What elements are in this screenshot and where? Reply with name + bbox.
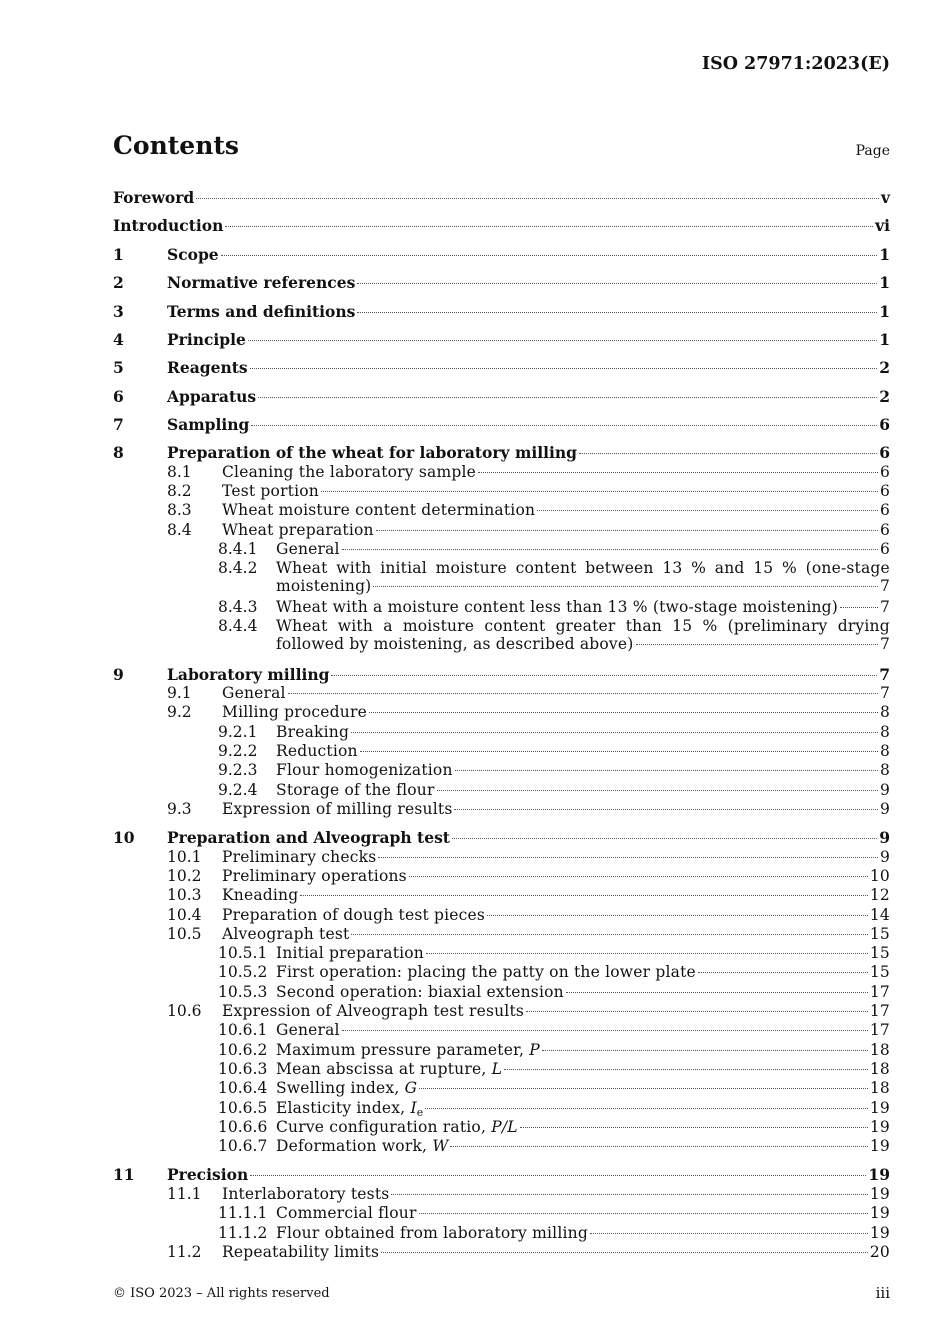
toc-leader-dots	[455, 770, 878, 771]
page-number: iii	[875, 1284, 890, 1302]
toc-entry-number: 9.2.3	[218, 761, 258, 779]
toc-entry-page: 6	[879, 443, 890, 462]
toc-entry-page: 19	[869, 1224, 890, 1242]
toc-leader-dots	[221, 255, 878, 256]
toc-entry-body	[276, 944, 890, 962]
toc-entry-title: General	[276, 540, 340, 558]
toc-entry-body	[167, 443, 890, 462]
toc-entry-title: Kneading	[222, 886, 299, 904]
toc-leader-dots	[250, 1175, 866, 1176]
toc-entry-body	[276, 1204, 890, 1222]
toc-entry-page: 14	[869, 906, 890, 924]
toc-entry-title: Interlaboratory tests	[222, 1185, 390, 1203]
toc-entry-page: 1	[879, 245, 890, 264]
toc-entry-page: 15	[869, 963, 890, 981]
toc-leader-dots	[258, 397, 877, 398]
toc-entry-body	[167, 415, 890, 434]
toc-entry-body	[276, 617, 890, 653]
toc-entry-title: Curve configuration ratio, P/L	[276, 1118, 518, 1136]
toc-entry-body	[222, 703, 890, 721]
document-id: ISO 27971:2023(E)	[701, 54, 890, 74]
toc-entry-title: Scope	[167, 245, 219, 264]
toc-leader-dots	[248, 340, 877, 341]
toc-entry-number: 10.3	[167, 886, 202, 904]
toc-entry-number: 10.6.5	[218, 1099, 268, 1117]
toc-entry-number: 9.2.1	[218, 723, 258, 741]
toc-entry-body	[276, 1137, 890, 1155]
toc-entry-title: First operation: placing the patty on the lower plate	[276, 963, 696, 981]
toc-entry-page: 19	[869, 1204, 890, 1222]
toc-entry-page: 18	[869, 1041, 890, 1059]
toc-entry-page: vi	[875, 216, 890, 235]
toc-entry-body	[222, 800, 890, 818]
toc-entry-page: 7	[879, 598, 890, 616]
toc-entry-title: Reduction	[276, 742, 358, 760]
toc-entry-title: Second operation: biaxial extension	[276, 983, 564, 1001]
toc-leader-dots	[351, 732, 878, 733]
toc-leader-dots	[520, 1127, 868, 1128]
toc-leader-dots	[378, 857, 878, 858]
toc-leader-dots	[452, 838, 877, 839]
toc-entry-title: Deformation work, W	[276, 1137, 449, 1155]
toc-entry-body	[167, 665, 890, 684]
toc-leader-dots	[225, 226, 873, 227]
toc-entry-number: 9.1	[167, 684, 192, 702]
toc-entry-page: 20	[869, 1243, 890, 1261]
toc-entry-title: General	[222, 684, 286, 702]
toc-entry-number: 10.5.3	[218, 983, 268, 1001]
toc-leader-dots	[331, 675, 877, 676]
toc-entry-number: 9	[113, 665, 124, 684]
toc-entry-body	[222, 925, 890, 943]
toc-entry-page: 2	[879, 358, 890, 377]
toc-entry-title: Swelling index, G	[276, 1079, 418, 1097]
toc-leader-dots	[342, 1030, 868, 1031]
toc-entry-number: 8.3	[167, 501, 192, 519]
toc-entry-page: 6	[879, 482, 890, 500]
toc-entry-body	[276, 723, 890, 741]
toc-entry-number: 9.2.4	[218, 781, 258, 799]
toc-entry-body	[167, 1165, 890, 1184]
toc-entry-page: 8	[879, 723, 890, 741]
toc-entry-body	[276, 761, 890, 779]
toc-leader-dots	[579, 453, 877, 454]
toc-entry-body	[276, 559, 890, 595]
toc-entry-number: 8.1	[167, 463, 192, 481]
toc-entry-title: Initial preparation	[276, 944, 424, 962]
toc-entry-number: 8.2	[167, 482, 192, 500]
toc-leader-dots	[478, 472, 878, 473]
toc-leader-dots	[300, 895, 868, 896]
toc-entry-title: Wheat with a moisture content greater than 15 % (preliminary drying	[276, 617, 890, 635]
toc-leader-dots	[196, 198, 879, 199]
toc-entry-title: Apparatus	[167, 387, 257, 406]
toc-entry-body	[167, 302, 890, 321]
toc-entry-number: 9.3	[167, 800, 192, 818]
toc-entry-body	[222, 1185, 890, 1203]
page-title: Contents	[113, 131, 240, 160]
toc-entry-body	[222, 1243, 890, 1261]
toc-entry-page: 15	[869, 925, 890, 943]
toc-entry-page: 17	[869, 983, 890, 1001]
copyright-notice: © ISO 2023 – All rights reserved	[113, 1286, 330, 1301]
toc-leader-dots	[542, 1050, 868, 1051]
toc-entry-number: 11.1.1	[218, 1204, 268, 1222]
toc-entry-page: 9	[879, 781, 890, 799]
toc-entry-body	[276, 1041, 890, 1059]
toc-entry-body	[167, 358, 890, 377]
toc-entry-title: Normative references	[167, 273, 356, 292]
toc-entry-number: 9.2	[167, 703, 192, 721]
toc-leader-dots	[409, 876, 868, 877]
toc-leader-dots	[437, 790, 878, 791]
toc-entry-number: 11.1	[167, 1185, 202, 1203]
toc-leader-dots	[566, 992, 868, 993]
toc-entry-body	[222, 501, 890, 519]
toc-entry-title: Sampling	[167, 415, 250, 434]
toc-entry-number: 10.6.2	[218, 1041, 268, 1059]
toc-entry-body	[222, 848, 890, 866]
toc-entry-body	[276, 983, 890, 1001]
toc-entry-title: Preparation of the wheat for laboratory milling	[167, 443, 578, 462]
toc-entry-page: 17	[869, 1002, 890, 1020]
toc-entry-page: 7	[879, 635, 890, 653]
toc-entry-page: 6	[879, 501, 890, 519]
toc-entry-number: 10.2	[167, 867, 202, 885]
toc-leader-dots	[250, 368, 878, 369]
toc-entry-page: 8	[879, 703, 890, 721]
toc-entry-title: Elasticity index, $I_e$	[276, 1099, 424, 1119]
toc-entry-body	[113, 216, 890, 235]
toc-entry-number: 11.2	[167, 1243, 202, 1261]
toc-entry-number: 10.5.1	[218, 944, 268, 962]
toc-entry-title: Wheat with a moisture content less than 13 % (two-stage moistening)	[276, 598, 839, 616]
toc-entry-title: Storage of the flour	[276, 781, 435, 799]
toc-entry-title: Preparation of dough test pieces	[222, 906, 486, 924]
toc-entry-number: 8.4.3	[218, 598, 258, 616]
toc-leader-dots	[373, 586, 878, 587]
toc-leader-dots	[504, 1069, 868, 1070]
toc-leader-dots	[288, 693, 878, 694]
toc-entry-body	[276, 963, 890, 981]
toc-entry-body	[276, 742, 890, 760]
toc-entry-body	[222, 867, 890, 885]
toc-entry-page: 8	[879, 742, 890, 760]
toc-leader-dots	[526, 1011, 868, 1012]
toc-entry-number: 4	[113, 330, 124, 349]
toc-entry-page: 9	[879, 848, 890, 866]
toc-entry-page: 19	[869, 1185, 890, 1203]
toc-entry-title: Laboratory milling	[167, 665, 330, 684]
toc-entry-number: 10.6.4	[218, 1079, 268, 1097]
toc-entry-page: 2	[879, 387, 890, 406]
toc-entry-title: Commercial flour	[276, 1204, 417, 1222]
toc-entry-number: 2	[113, 273, 124, 292]
toc-entry-page: 19	[869, 1099, 890, 1117]
toc-entry-title: Terms and definitions	[167, 302, 356, 321]
toc-entry-title: Precision	[167, 1165, 249, 1184]
toc-entry-body	[113, 188, 890, 207]
toc-leader-dots	[419, 1213, 868, 1214]
toc-entry-title-continued: followed by moistening, as described above)	[276, 635, 634, 653]
toc-entry-title: Flour homogenization	[276, 761, 453, 779]
toc-entry-title: Principle	[167, 330, 246, 349]
toc-entry-number: 8.4.2	[218, 559, 258, 577]
toc-entry-number: 8.4	[167, 521, 192, 539]
toc-entry-body	[167, 387, 890, 406]
toc-entry-page: 6	[879, 463, 890, 481]
toc-leader-dots	[450, 1146, 867, 1147]
toc-leader-dots	[357, 312, 877, 313]
toc-leader-dots	[487, 915, 868, 916]
toc-entry-body	[222, 521, 890, 539]
toc-entry-title: Foreword	[113, 188, 195, 207]
toc-leader-dots	[357, 283, 877, 284]
toc-entry-number: 5	[113, 358, 124, 377]
toc-entry-number: 3	[113, 302, 124, 321]
toc-entry-number: 10.5	[167, 925, 202, 943]
toc-entry-page: 6	[879, 540, 890, 558]
toc-entry-body	[276, 540, 890, 558]
toc-entry-title: Alveograph test	[222, 925, 350, 943]
toc-entry-title: Maximum pressure parameter, P	[276, 1041, 540, 1059]
toc-leader-dots	[454, 809, 877, 810]
toc-leader-dots	[351, 934, 867, 935]
toc-entry-title: Cleaning the laboratory sample	[222, 463, 477, 481]
toc-entry-body	[276, 1099, 890, 1119]
toc-entry-title: Milling procedure	[222, 703, 367, 721]
toc-entry-page: 7	[879, 577, 890, 595]
toc-entry-number: 10.4	[167, 906, 202, 924]
toc-entry-number: 10.6.3	[218, 1060, 268, 1078]
toc-entry-page: 7	[879, 665, 890, 684]
toc-entry-page: 19	[869, 1137, 890, 1155]
toc-entry-body	[222, 482, 890, 500]
toc-entry-page: 1	[879, 330, 890, 349]
toc-entry-title: Introduction	[113, 216, 224, 235]
toc-entry-body	[222, 463, 890, 481]
toc-entry-page: 19	[869, 1118, 890, 1136]
toc-entry-page: 9	[879, 800, 890, 818]
toc-entry-page: 8	[879, 761, 890, 779]
toc-entry-title: Expression of Alveograph test results	[222, 1002, 525, 1020]
toc-entry-number: 10.5.2	[218, 963, 268, 981]
toc-leader-dots	[698, 972, 868, 973]
toc-entry-page: 17	[869, 1021, 890, 1039]
toc-entry-page: 18	[869, 1079, 890, 1097]
toc-entry-number: 8.4.4	[218, 617, 258, 635]
toc-entry-body	[276, 1060, 890, 1078]
toc-entry-page: 6	[879, 521, 890, 539]
toc-entry-title: Wheat moisture content determination	[222, 501, 536, 519]
toc-entry-title: Test portion	[222, 482, 319, 500]
toc-entry-number: 9.2.2	[218, 742, 258, 760]
toc-entry-title-continued: moistening)	[276, 577, 372, 595]
page-column-label: Page	[855, 143, 890, 159]
toc-entry-body	[276, 1118, 890, 1136]
toc-entry-page: 18	[869, 1060, 890, 1078]
toc-leader-dots	[369, 712, 878, 713]
toc-entry-title: Repeatability limits	[222, 1243, 380, 1261]
toc-entry-title: Breaking	[276, 723, 350, 741]
toc-entry-title: Expression of milling results	[222, 800, 453, 818]
toc-entry-number: 10.6.1	[218, 1021, 268, 1039]
toc-entry-page: 12	[869, 886, 890, 904]
toc-leader-dots	[590, 1233, 868, 1234]
toc-entry-number: 10.6.7	[218, 1137, 268, 1155]
toc-entry-title: Wheat with initial moisture content between 13 % and 15 % (one-stage	[276, 559, 890, 577]
toc-entry-body	[276, 1079, 890, 1097]
toc-entry-body	[276, 598, 890, 616]
toc-entry-number: 10.6.6	[218, 1118, 268, 1136]
toc-entry-page: 1	[879, 302, 890, 321]
toc-entry-title: Preparation and Alveograph test	[167, 828, 450, 847]
toc-entry-page: 15	[869, 944, 890, 962]
toc-entry-title: Reagents	[167, 358, 248, 377]
toc-entry-number: 6	[113, 387, 124, 406]
toc-entry-page: 1	[879, 273, 890, 292]
toc-entry-page: 10	[869, 867, 890, 885]
toc-entry-page: 6	[879, 415, 890, 434]
toc-entry-number: 7	[113, 415, 124, 434]
toc-entry-number: 10	[113, 828, 135, 847]
toc-leader-dots	[425, 1108, 867, 1109]
toc-leader-dots	[426, 953, 868, 954]
toc-entry-page: 9	[879, 828, 890, 847]
toc-leader-dots	[251, 425, 877, 426]
toc-entry-number: 11.1.2	[218, 1224, 268, 1242]
toc-entry-body	[167, 273, 890, 292]
toc-entry-body	[276, 1021, 890, 1039]
toc-leader-dots	[391, 1194, 867, 1195]
toc-leader-dots	[376, 530, 878, 531]
toc-entry-body	[276, 1224, 890, 1242]
toc-entry-page: 19	[868, 1165, 890, 1184]
toc-leader-dots	[381, 1252, 868, 1253]
toc-leader-dots	[342, 549, 878, 550]
toc-leader-dots	[321, 491, 878, 492]
toc-entry-title: Wheat preparation	[222, 521, 374, 539]
toc-leader-dots	[419, 1088, 868, 1089]
toc-entry-title: Flour obtained from laboratory milling	[276, 1224, 588, 1242]
toc-entry-body	[276, 781, 890, 799]
toc-entry-body	[222, 886, 890, 904]
toc-leader-dots	[360, 751, 878, 752]
toc-entry-body	[167, 828, 890, 847]
toc-entry-body	[167, 330, 890, 349]
toc-entry-body	[222, 906, 890, 924]
toc-entry-number: 8	[113, 443, 124, 462]
toc-entry-number: 1	[113, 245, 124, 264]
toc-entry-body	[222, 684, 890, 702]
toc-entry-number: 11	[113, 1165, 135, 1184]
toc-entry-title: Preliminary operations	[222, 867, 407, 885]
toc-entry-body	[222, 1002, 890, 1020]
toc-entry-title: Mean abscissa at rupture, L	[276, 1060, 503, 1078]
toc-entry-page: 7	[879, 684, 890, 702]
toc-leader-dots	[636, 644, 878, 645]
toc-entry-title: General	[276, 1021, 340, 1039]
toc-entry-body	[167, 245, 890, 264]
toc-leader-dots	[537, 510, 878, 511]
toc-entry-number: 10.1	[167, 848, 202, 866]
toc-leader-dots	[840, 607, 878, 608]
toc-entry-title: Preliminary checks	[222, 848, 377, 866]
toc-entry-number: 8.4.1	[218, 540, 258, 558]
toc-entry-number: 10.6	[167, 1002, 202, 1020]
toc-entry-page: v	[880, 188, 890, 207]
